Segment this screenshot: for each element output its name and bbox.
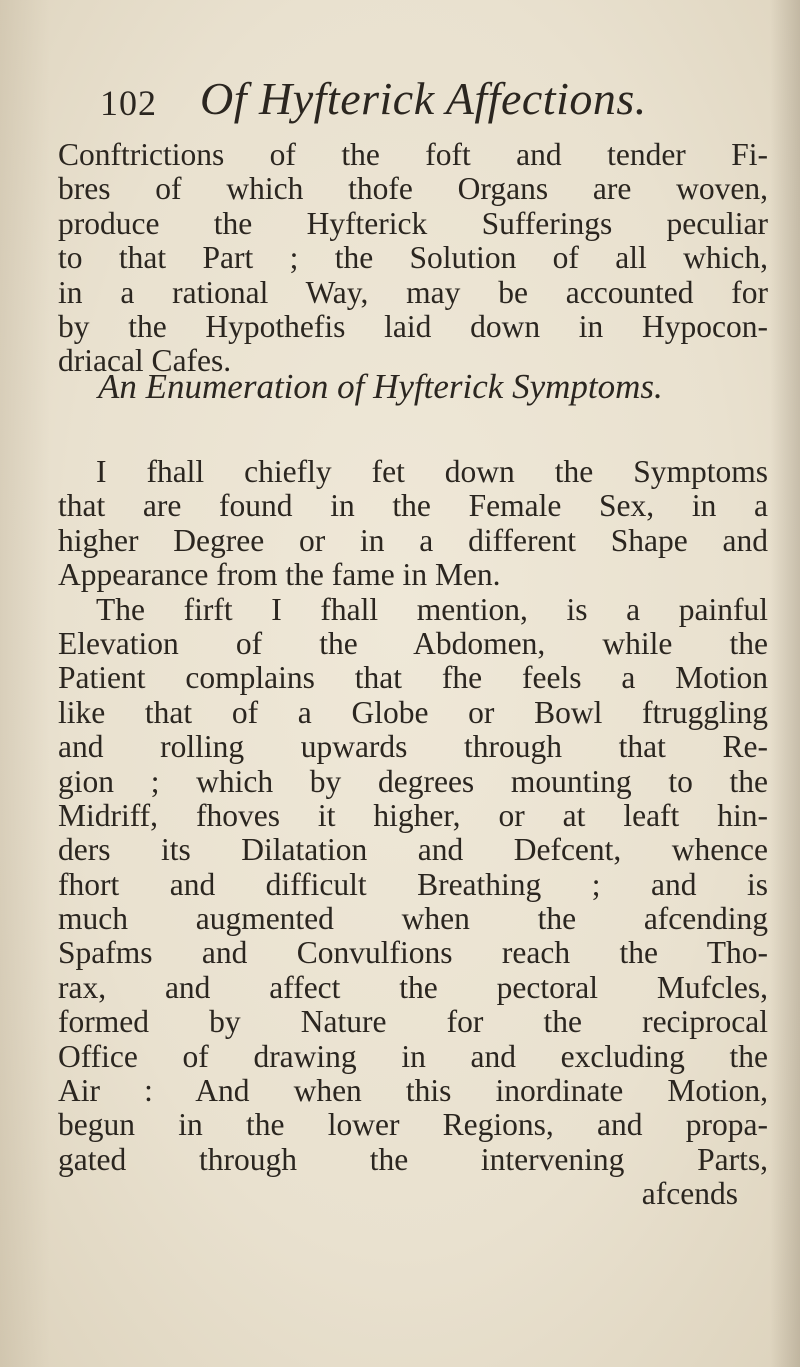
- text-line: ders its Dilatation and Defcent, whence: [58, 833, 768, 868]
- text-line: gion ; which by degrees mounting to the: [58, 764, 768, 799]
- page-left-shading: [0, 0, 50, 1367]
- text-line: Office of drawing in and excluding the: [58, 1039, 768, 1074]
- text-line: bres of which thofe Organs are woven,: [58, 172, 768, 207]
- text-line: formed by Nature for the reciprocal: [58, 1005, 768, 1040]
- section-heading: An Enumeration of Hyfterick Symptoms.: [98, 367, 663, 406]
- text-line: to that Part ; the Solution of all which,: [58, 241, 768, 276]
- text-line: Conftrictions of the foft and tender Fi-: [58, 138, 768, 172]
- text-line: The firft I fhall mention, is a painful: [96, 592, 768, 627]
- text-line: Midriff, fhoves it higher, or at leaft hin-: [58, 798, 768, 833]
- running-head: [100, 72, 720, 132]
- text-line: I fhall chiefly fet down the Symptoms: [96, 455, 768, 489]
- text-line: higher Degree or in a different Shape and: [58, 523, 768, 558]
- catchword: afcends: [641, 1177, 738, 1212]
- text-line: and rolling upwards through that Re-: [58, 730, 768, 765]
- text-line: like that of a Globe or Bowl ftruggling: [58, 695, 768, 730]
- page-number: 102: [100, 83, 157, 123]
- text-line: by the Hypothefis laid down in Hypocon-: [58, 309, 768, 344]
- text-line: much augmented when the afcending: [58, 902, 768, 937]
- text-line: rax, and affect the pectoral Mufcles,: [58, 970, 768, 1005]
- text-line: Appearance from the fame in Men.: [58, 558, 501, 593]
- text-line: begun in the lower Regions, and propa-: [58, 1108, 768, 1143]
- text-line: Patient complains that fhe feels a Motion: [58, 661, 768, 696]
- page-right-shading: [770, 0, 800, 1367]
- text-line: Air : And when this inordinate Motion,: [58, 1074, 768, 1109]
- text-line: gated through the intervening Parts,: [58, 1142, 768, 1177]
- text-line: Spafms and Convulfions reach the Tho-: [58, 936, 768, 971]
- text-line: Elevation of the Abdomen, while the: [58, 626, 768, 661]
- running-title: Of Hyfterick Affections.: [200, 73, 647, 124]
- text-line: in a rational Way, may be accounted for: [58, 275, 768, 310]
- paragraph-2: [58, 455, 768, 1212]
- paragraph-1: [58, 138, 768, 379]
- text-line: fhort and difficult Breathing ; and is: [58, 867, 768, 902]
- text-line: that are found in the Female Sex, in a: [58, 489, 768, 524]
- text-line: produce the Hyfterick Sufferings peculiar: [58, 206, 768, 241]
- text-line: driacal Cafes.: [58, 344, 232, 379]
